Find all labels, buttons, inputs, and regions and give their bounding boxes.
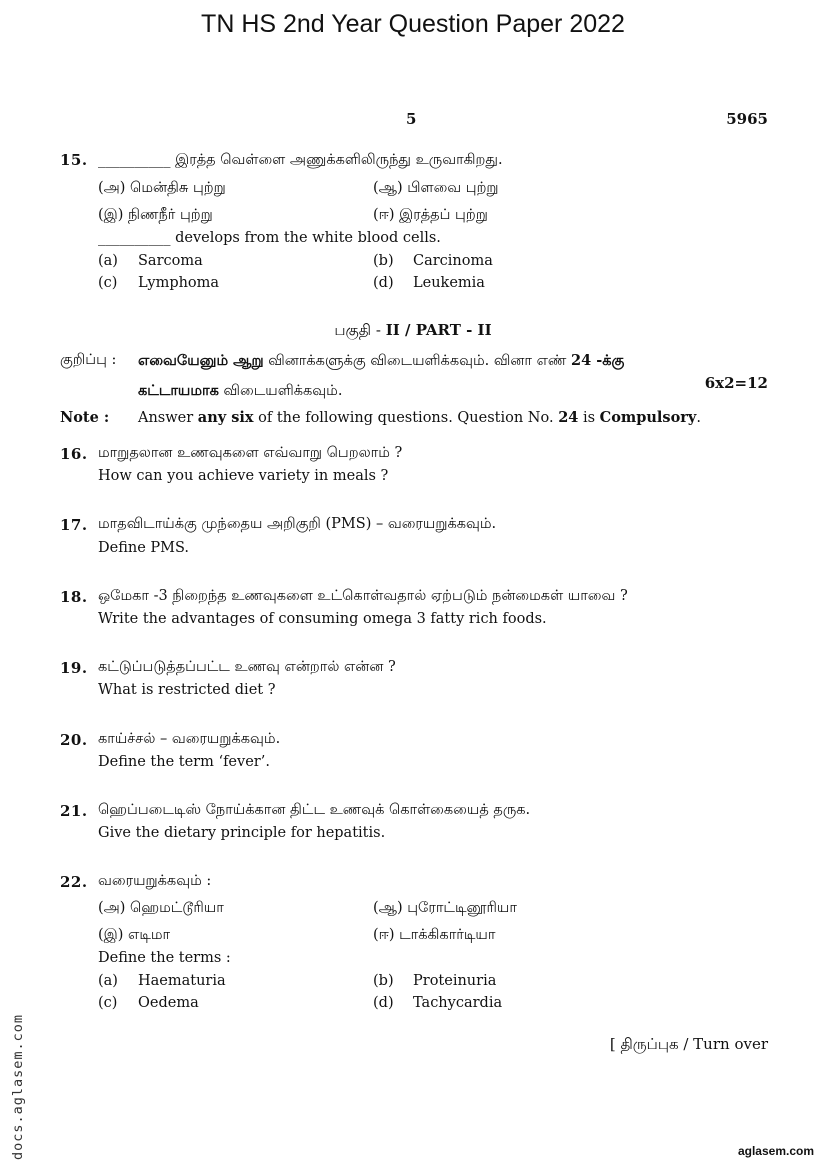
question-number: 22. (60, 873, 88, 891)
question-number: 19. (60, 659, 88, 677)
question-english: How can you achieve variety in meals ? (98, 468, 389, 484)
question-tamil: ஒமேகா -3 நிறைந்த உணவுகளை உட்கொள்வதால் ஏற்படும் நன்மைகள் யாவை ? (98, 588, 628, 604)
question-english: Define the term ‘fever’. (98, 754, 270, 770)
option-text: Oedema (138, 995, 199, 1011)
option-text: Haematuria (138, 973, 226, 989)
note-text: Answer any six of the following questions. Question No. 24 is Compulsory. (138, 409, 701, 426)
question-english: Define PMS. (98, 540, 190, 556)
tamil-note-label: குறிப்பு : (60, 352, 117, 368)
question-number: 21. (60, 802, 88, 820)
question-number: 20. (60, 731, 88, 749)
question-english: __________ develops from the white blood cells. (98, 230, 441, 246)
question-number: 18. (60, 588, 88, 606)
question-number: 15. (60, 151, 88, 169)
option-text: Proteinuria (413, 973, 497, 989)
question-number: 17. (60, 516, 88, 534)
tamil-option: (இ) எடிமா (98, 927, 171, 943)
option-label: (c) (98, 995, 118, 1011)
tamil-note-line2: கட்டாயமாக விடையளிக்கவும். (138, 382, 343, 399)
option-label: (b) (373, 973, 394, 989)
part-heading: பகுதி - II / PART - II (334, 321, 492, 339)
question-tamil: மாறுதலான உணவுகளை எவ்வாறு பெறலாம் ? (98, 445, 403, 461)
option-label: (a) (98, 253, 118, 269)
question-tamil: மாதவிடாய்க்கு முந்தைய அறிகுறி (PMS) – வரையறுக்கவும். (98, 516, 497, 532)
option-text: Tachycardia (413, 995, 503, 1011)
question-tamil: வரையறுக்கவும் : (98, 873, 212, 889)
tamil-option: (இ) நிணநீர் புற்று (98, 207, 213, 223)
question-tamil: __________ இரத்த வெள்ளை அணுக்களிலிருந்து உருவாகிறது. (98, 152, 503, 168)
question-number: 16. (60, 445, 88, 463)
question-english: Give the dietary principle for hepatitis. (98, 825, 386, 841)
tamil-option: (ஈ) டாக்கிகார்டியா (373, 927, 496, 943)
note-label: Note : (60, 409, 110, 426)
question-english: Write the advantages of consuming omega 3 fatty rich foods. (98, 611, 547, 627)
page-title: TN HS 2nd Year Question Paper 2022 (201, 10, 625, 38)
option-label: (d) (373, 995, 394, 1011)
question-tamil: ஹெப்படைடிஸ் நோய்க்கான திட்ட உணவுக் கொள்கையைத் தருக. (98, 802, 531, 818)
watermark: docs.aglasem.com (10, 1013, 26, 1160)
tamil-option: (ஆ) பிளவை புற்று (373, 180, 499, 196)
question-tamil: கட்டுப்படுத்தப்பட்ட உணவு என்றால் என்ன ? (98, 659, 396, 675)
question-english: Define the terms : (98, 950, 231, 966)
option-text: Lymphoma (138, 275, 220, 291)
option-label: (b) (373, 253, 394, 269)
option-text: Carcinoma (413, 253, 493, 269)
tamil-note-line1: எவையேனும் ஆறு வினாக்களுக்கு விடையளிக்கவும். வினா எண் 24 -க்கு (138, 352, 625, 369)
turn-over-note: [ திருப்புக / Turn over (609, 1035, 768, 1053)
question-english: What is restricted diet ? (98, 682, 276, 698)
tamil-option: (ஆ) புரோட்டினூரியா (373, 900, 517, 916)
tamil-option: (அ) ஹெமட்டூரியா (98, 900, 224, 916)
option-label: (c) (98, 275, 118, 291)
marks-allocation: 6x2=12 (704, 374, 768, 392)
footer-site: aglasem.com (737, 1144, 814, 1158)
paper-code: 5965 (726, 110, 768, 128)
option-text: Leukemia (413, 275, 485, 291)
question-tamil: காய்ச்சல் – வரையறுக்கவும். (98, 731, 281, 747)
option-label: (d) (373, 275, 394, 291)
page-number: 5 (406, 110, 417, 128)
tamil-option: (அ) மென்திசு புற்று (98, 180, 226, 196)
option-text: Sarcoma (138, 253, 203, 269)
tamil-option: (ஈ) இரத்தப் புற்று (373, 207, 488, 223)
option-label: (a) (98, 973, 118, 989)
